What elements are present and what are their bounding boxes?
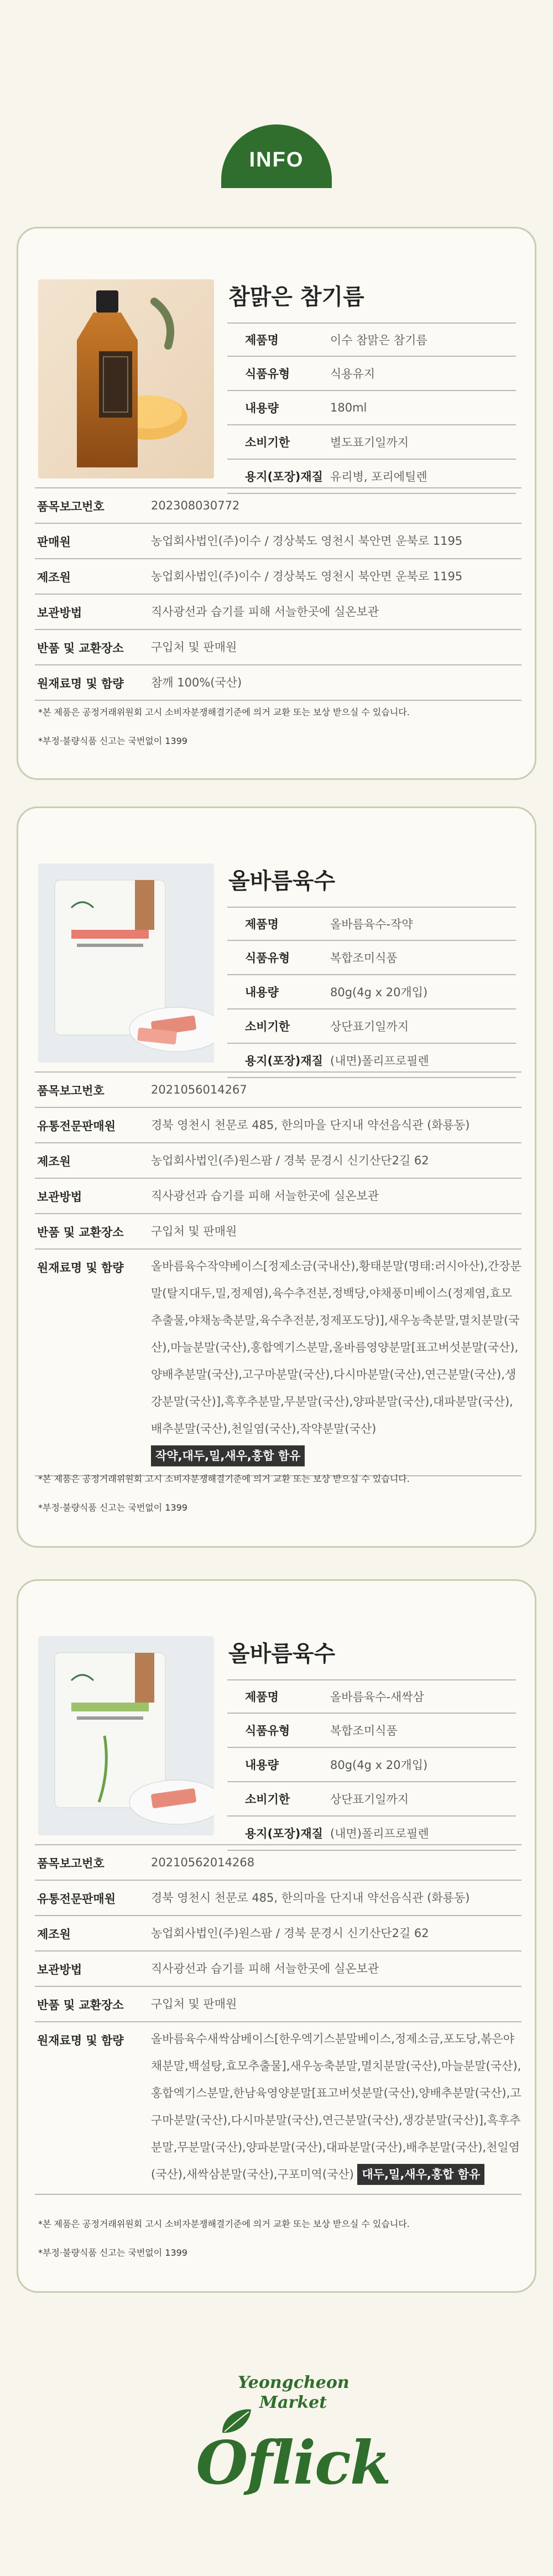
product-card-broth-saessaksam xyxy=(17,1579,536,2293)
info-row xyxy=(35,2022,521,2195)
brand-logo xyxy=(0,2373,553,2528)
info-value: 구입처 및 판매원 xyxy=(151,1225,237,1238)
spec-label: 소비기한 xyxy=(245,436,290,449)
info-row xyxy=(35,1987,521,2022)
spec-value: 유리병, 포리에틸렌 xyxy=(330,470,427,483)
spec-label: 식품유형 xyxy=(245,951,290,965)
note-line: *본 제품은 공정거래위원회 고시 소비자분쟁해결기준에 의거 교환 또는 보상 받으실 수 있습니다. xyxy=(38,1474,410,1484)
spec-value: 올바름육수-새싹삼 xyxy=(330,1690,424,1704)
info-label: 유통전문판매원 xyxy=(37,1892,116,1906)
info-row xyxy=(35,1951,521,1987)
allergen-badge: 대두,밀,새우,홍합 함유 xyxy=(357,2164,484,2185)
spec-label: 내용량 xyxy=(245,402,279,415)
info-row xyxy=(35,1214,521,1250)
info-row xyxy=(35,595,521,630)
info-label: 제조원 xyxy=(37,1928,71,1941)
spec-row xyxy=(227,1714,516,1748)
spec-label: 식품유형 xyxy=(245,367,290,381)
info-badge: INFO xyxy=(221,124,332,188)
allergen-badge: 작약,대두,밀,새우,홍합 함유 xyxy=(151,1445,305,1466)
spec-value: 복합조미식품 xyxy=(330,951,398,965)
info-table xyxy=(35,487,521,701)
info-value: 참깨 100%(국산) xyxy=(151,676,242,689)
spec-row xyxy=(227,1679,516,1714)
info-label: 제조원 xyxy=(37,1155,71,1168)
spec-table xyxy=(227,907,516,1078)
info-row xyxy=(35,524,521,559)
info-value: 구입처 및 판매원 xyxy=(151,641,237,654)
info-label: 반품 및 교환장소 xyxy=(37,1226,124,1239)
product-title: 올바름육수 xyxy=(228,868,336,894)
spec-row xyxy=(227,975,516,1009)
info-value: 농업회사법인(주)이수 / 경상북도 영천시 북안면 운북로 1195 xyxy=(151,534,463,548)
product-card-broth-jakyak xyxy=(17,806,536,1548)
spec-value: 180ml xyxy=(330,401,367,414)
product-image-sesame-oil xyxy=(38,279,214,478)
spec-row xyxy=(227,1009,516,1044)
notes xyxy=(38,1472,525,1529)
info-value: 직사광선과 습기를 피해 서늘한곳에 실온보관 xyxy=(151,605,379,618)
note-line: *본 제품은 공정거래위원회 고시 소비자분쟁해결기준에 의거 교환 또는 보상 받으실 수 있습니다. xyxy=(38,2219,410,2229)
info-value: 직사광선과 습기를 피해 서늘한곳에 실온보관 xyxy=(151,1189,379,1203)
spec-value: 복합조미식품 xyxy=(330,1724,398,1737)
info-value: 20210562014268 xyxy=(151,1856,255,1869)
spec-label: 내용량 xyxy=(245,1758,279,1772)
spec-row xyxy=(227,1748,516,1782)
header xyxy=(0,0,553,194)
info-label: 반품 및 교환장소 xyxy=(37,1999,124,2012)
info-row xyxy=(35,559,521,595)
spec-value: 상단표기일까지 xyxy=(330,1020,409,1033)
product-title: 참맑은 참기름 xyxy=(228,284,364,310)
info-value xyxy=(151,1250,521,1475)
product-image-broth-jakyak xyxy=(38,863,214,1063)
info-table xyxy=(35,1071,521,1476)
ingredients-text: 올바름육수새싹삼베이스[한우엑기스분말베이스,정제소금,포도당,볶은야채분말,백설탕,효모추출물],새우농축분말,멸치분말(국산),마늘분말(국산),홍합엑기스분말,한남육영양분말[표고버섯분말(국산),양배추분말(국산),고구마분말(국산),다시마분말(국산),연근분말(국산),생강분말(국산)],흑후추분말,무분말(국산),양파분말(국산),대파분말(국산),배추분말(국산),천일염(국산),새싹삼분말(국산),구포미역(국산) xyxy=(151,2032,521,2181)
product-card-sesame-oil xyxy=(17,227,536,780)
spec-label: 용지(포장)재질 xyxy=(245,470,323,483)
spec-table xyxy=(227,1679,516,1851)
info-row xyxy=(35,1250,521,1476)
info-value: 농업회사법인(주)원스팜 / 경북 문경시 신기산단2길 62 xyxy=(151,1927,429,1940)
info-row xyxy=(35,1916,521,1951)
spec-value: 상단표기일까지 xyxy=(330,1793,409,1806)
spec-value: 80g(4g x 20개입) xyxy=(330,1758,428,1772)
spec-label: 제품명 xyxy=(245,918,279,931)
info-value: 경북 영천시 천문로 485, 한의마을 단지내 약선음식관 (화룡동) xyxy=(151,1891,470,1904)
info-value: 2021056014267 xyxy=(151,1083,247,1096)
info-value: 202308030772 xyxy=(151,499,240,512)
spec-row xyxy=(227,941,516,975)
info-row xyxy=(35,1881,521,1916)
spec-value: 식용유지 xyxy=(330,367,375,381)
spec-label: 내용량 xyxy=(245,986,279,999)
info-label: 원재료명 및 함량 xyxy=(37,1261,124,1274)
note-line: *부정·불량식품 신고는 국번없이 1399 xyxy=(38,2247,187,2258)
logo-brand-text: Oflick xyxy=(196,2428,390,2498)
spec-value: 80g(4g x 20개입) xyxy=(330,986,428,999)
info-row xyxy=(35,665,521,701)
notes xyxy=(38,2217,525,2275)
info-row xyxy=(35,630,521,665)
spec-value: 별도표기일까지 xyxy=(330,436,409,449)
product-image-broth-saessaksam xyxy=(38,1636,214,1835)
info-value xyxy=(151,2022,521,2194)
info-value: 구입처 및 판매원 xyxy=(151,1997,237,2011)
logo-arc-top: Yeongcheon xyxy=(238,2373,349,2392)
spec-row xyxy=(227,907,516,941)
spec-label: 식품유형 xyxy=(245,1724,290,1737)
info-label: 유통전문판매원 xyxy=(37,1120,116,1133)
info-label: 판매원 xyxy=(37,535,71,549)
spec-value: 올바름육수-작약 xyxy=(330,918,413,931)
spec-label: 용지(포장)재질 xyxy=(245,1054,323,1068)
product-title: 올바름육수 xyxy=(228,1641,336,1667)
info-label: 품목보고번호 xyxy=(37,1857,105,1870)
spec-table xyxy=(227,322,516,494)
info-row xyxy=(35,1071,521,1108)
info-label: 보관방법 xyxy=(37,1190,82,1204)
info-label: 보관방법 xyxy=(37,1963,82,1976)
spec-label: 용지(포장)재질 xyxy=(245,1827,323,1840)
info-label: 품목보고번호 xyxy=(37,500,105,513)
info-table xyxy=(35,1844,521,2195)
spec-row xyxy=(227,357,516,391)
spec-value: (내면)폴리프로필렌 xyxy=(330,1054,429,1068)
info-label: 제조원 xyxy=(37,571,71,584)
info-label: 원재료명 및 함량 xyxy=(37,2034,124,2047)
logo-arc-bottom: Market xyxy=(259,2393,327,2412)
info-value: 경북 영천시 천문로 485, 한의마을 단지내 약선음식관 (화룡동) xyxy=(151,1118,470,1132)
ingredients-text: 올바름육수작약베이스[정제소금(국내산),황태분말(명태:러시아산),간장분말(탈지대두,밀,정제염),육수추전분,정백당,야채풍미베이스(정제염,효모추출물,야채농축분말,육수추전분,정제포도당)],새우농축분말,멸치분말(국산),마늘분말(국산),홍합엑기스분말,올바름영양분말[표고버섯분말(국산),양배추분말(국산),고구마분말(국산),다시마분말(국산),연근분말(국산),생강분말(국산)],흑후추분말,무분말(국산),양파분말(국산),대파분말(국산),배추분말(국산),천일염(국산),작약분말(국산) xyxy=(151,1260,521,1435)
info-label: 반품 및 교환장소 xyxy=(37,642,124,655)
spec-value: 이수 참맑은 참기름 xyxy=(330,334,427,347)
note-line: *본 제품은 공정거래위원회 고시 소비자분쟁해결기준에 의거 교환 또는 보상 받으실 수 있습니다. xyxy=(38,707,410,717)
info-value: 농업회사법인(주)이수 / 경상북도 영천시 북안면 운북로 1195 xyxy=(151,570,463,583)
spec-row xyxy=(227,322,516,357)
info-value: 농업회사법인(주)원스팜 / 경북 문경시 신기산단2길 62 xyxy=(151,1154,429,1167)
note-line: *부정·불량식품 신고는 국번없이 1399 xyxy=(38,736,187,746)
info-row xyxy=(35,1143,521,1179)
info-label: 품목보고번호 xyxy=(37,1084,105,1097)
info-value: 직사광선과 습기를 피해 서늘한곳에 실온보관 xyxy=(151,1962,379,1975)
spec-label: 소비기한 xyxy=(245,1020,290,1033)
spec-row xyxy=(227,425,516,460)
note-line: *부정·불량식품 신고는 국번없이 1399 xyxy=(38,1502,187,1513)
info-label: 원재료명 및 함량 xyxy=(37,677,124,690)
spec-value: (내면)폴리프로필렌 xyxy=(330,1827,429,1840)
spec-row xyxy=(227,1782,516,1817)
info-row xyxy=(35,1108,521,1143)
info-row xyxy=(35,1179,521,1214)
notes xyxy=(38,705,525,763)
spec-label: 제품명 xyxy=(245,334,279,347)
info-label: 보관방법 xyxy=(37,606,82,620)
spec-label: 제품명 xyxy=(245,1690,279,1704)
info-row xyxy=(35,1844,521,1881)
spec-row xyxy=(227,391,516,425)
spec-label: 소비기한 xyxy=(245,1793,290,1806)
info-row xyxy=(35,487,521,524)
